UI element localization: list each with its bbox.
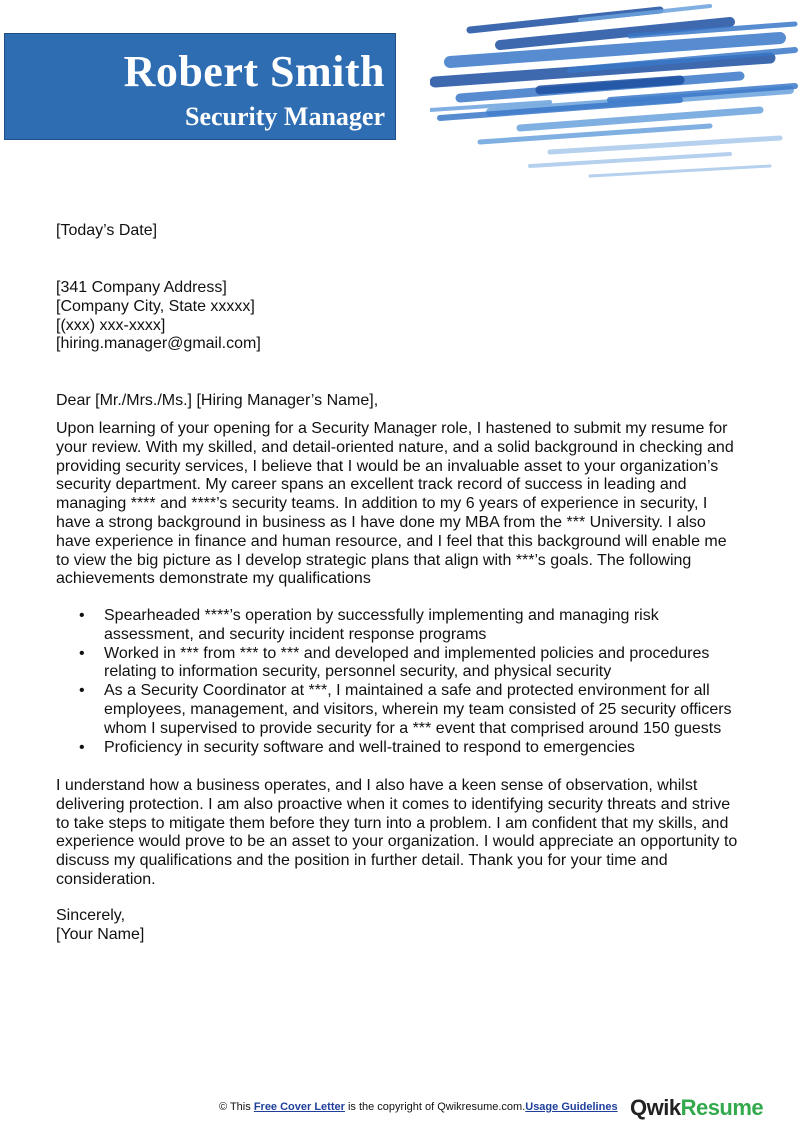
decorative-streaks [430, 0, 800, 185]
footer-prefix: © This [219, 1101, 254, 1113]
bullet-line: As a Security Coordinator at ***, I maintained a safe and protected environment for all [104, 682, 710, 700]
paragraph-line: have experience in finance and human resource, and I feel that this background will enable me [56, 532, 727, 550]
paragraph-line: to view the big picture as I develop strategic plans that align with ***’s goals. The following [56, 551, 692, 569]
paragraph-line: managing **** and ****’s security teams. In addition to my 6 years of experience in security, I [56, 495, 708, 513]
free-cover-letter-link[interactable]: Free Cover Letter [253, 1101, 345, 1113]
header-banner [4, 33, 396, 140]
bullet-dot-icon: • [79, 607, 85, 624]
bullet-dot-icon: • [79, 682, 85, 700]
usage-guidelines-link[interactable]: Usage Guidelines [525, 1101, 618, 1113]
logo-part-qwik: Qwik [630, 1095, 681, 1120]
address-line: [341 Company Address] [56, 279, 227, 296]
bullet-dot-icon: • [79, 644, 85, 662]
letter-date: [Today’s Date] [56, 222, 158, 239]
paragraph-line: have a strong background in business as I have done my MBA from the *** University. I also [56, 513, 706, 531]
decorative-streak [540, 80, 680, 90]
paragraph-line: security department. My career spans an excellent track record of success in leading and [56, 476, 687, 494]
signature-name: [Your Name] [56, 925, 145, 943]
paragraph-line: discuss my qualifications and the position in further detail. Thank you for your time and [56, 852, 668, 870]
logo-part-resume: Resume [680, 1095, 764, 1120]
bullet-line: employees, management, and visitors, wherein my team consisted of 25 security officers [104, 700, 732, 718]
decorative-streak [480, 126, 710, 142]
bullet-line: assessment, and security incident response programs [104, 625, 487, 643]
applicant-job-title: Security Manager [184, 102, 385, 131]
decorative-streak [530, 154, 730, 166]
paragraph-line: achievements demonstrate my qualifications [56, 570, 371, 588]
bullet-line: relating to information security, personnel security, and physical security [104, 663, 612, 681]
address-line: [(xxx) xxx-xxxx] [56, 316, 166, 334]
address-line: [hiring.manager@gmail.com] [56, 335, 261, 353]
achievement-item [56, 607, 756, 645]
paragraph-line: experience would prove to be an asset to your organization. I would appreciate an opportunity to [56, 833, 738, 851]
bullet-line: whom I supervised to provide security for a *** event that comprised around 150 guests [104, 719, 722, 737]
sign-off-line: Sincerely, [56, 907, 126, 924]
decorative-streak [590, 166, 770, 176]
recipient-address [56, 279, 756, 354]
intro-paragraph [56, 420, 756, 589]
paragraph-line: providing security services, I believe that I would be an invaluable asset to your organization’s [56, 457, 719, 475]
bullet-dot-icon: • [79, 738, 85, 756]
paragraph-line: to take steps to mitigate them before they turn into a problem. I am confident that my skills, and [56, 814, 729, 832]
footer-middle: is the copyright of Qwikresume.com. [344, 1101, 526, 1113]
bullet-line: Worked in *** from *** to *** and developed and implemented policies and procedures [104, 644, 710, 662]
applicant-name: Robert Smith [123, 47, 385, 96]
paragraph-line: consideration. [56, 870, 156, 888]
paragraph-line: delivering protection. I am also proactive when it comes to identifying security threats and strive [56, 795, 731, 813]
qwikresume-logo [630, 1095, 763, 1121]
address-line: [Company City, State xxxxx] [56, 297, 255, 315]
copyright-footer [219, 1101, 618, 1113]
bullet-line: Spearheaded ****’s operation by successfully implementing and managing risk [104, 607, 659, 624]
salutation: Dear [Mr./Mrs./Ms.] [Hiring Manager’s Name], [56, 392, 379, 409]
decorative-streak [520, 110, 760, 128]
sign-off [56, 907, 756, 945]
paragraph-line: Upon learning of your opening for a Security Manager role, I hastened to submit my resume for [56, 420, 728, 437]
achievement-item [56, 645, 756, 683]
decorative-streak [550, 138, 780, 152]
achievement-item [56, 682, 756, 738]
achievement-item [56, 739, 756, 758]
paragraph-line: your review. With my skilled, and detail-oriented nature, and a solid background in checking and [56, 438, 734, 456]
closing-paragraph [56, 777, 756, 890]
bullet-line: Proficiency in security software and well-trained to respond to emergencies [104, 738, 635, 756]
paragraph-line: I understand how a business operates, and I also have a keen sense of observation, whilst [56, 777, 698, 794]
achievements-list [56, 607, 756, 757]
